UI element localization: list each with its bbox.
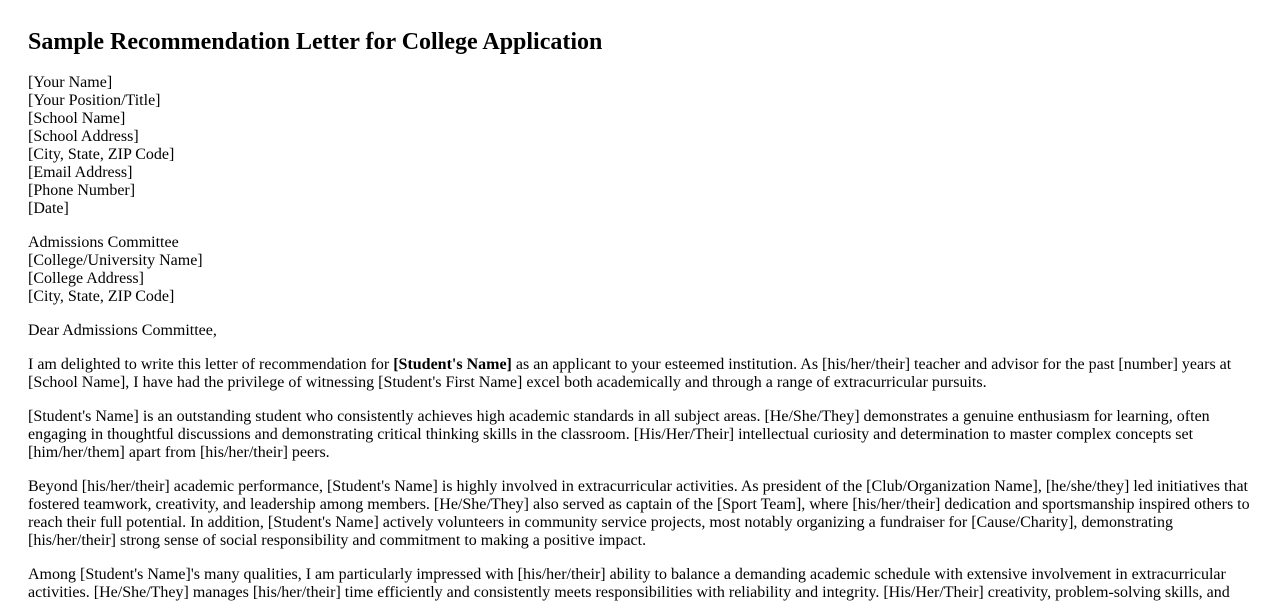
recipient-address-line: Admissions Committee xyxy=(28,234,179,251)
document-title: Sample Recommendation Letter for College Application xyxy=(28,29,603,55)
sender-address-line: [Your Position/Title] xyxy=(28,92,161,109)
recipient-address-line: [City, State, ZIP Code] xyxy=(28,288,175,305)
recipient-address-line: [College Address] xyxy=(28,270,144,287)
recipient-address-line: [College/University Name] xyxy=(28,252,203,269)
paragraph-extracurricular: Beyond [his/her/their] academic performance, [Student's Name] is highly involved in extracurricular activities. As president of the [Club/Organization Name], [he/she/they] led initiatives that fostered teamwork, creativity, and leadership among members. [He/She/They] also served as captain of the [Sport Team], where [his/her/their] dedication and sportsmanship inspired others to reach their full potential. In addition, [Student's Name] actively volunteers in community service projects, most notably organizing a fundraiser for [Cause/Charity], demonstrating [his/her/their] strong sense of social responsibility and commitment to making a positive impact. xyxy=(28,478,1250,549)
sender-address-line: [School Name] xyxy=(28,110,126,127)
salutation: Dear Admissions Committee, xyxy=(28,322,217,339)
sender-address-block xyxy=(28,74,1250,218)
sender-address-line: [Your Name] xyxy=(28,74,113,91)
student-name-placeholder-bold: [Student's Name] xyxy=(393,356,512,373)
paragraph-intro-text-after: as an applicant to your esteemed institution. As [his/her/their] teacher and advisor for the past [number] years at [School Name], I have had the privilege of witnessing [Student's First Name] excel both academically and through a range of extracurricular pursuits. xyxy=(28,356,1232,391)
sender-address-line: [Phone Number] xyxy=(28,182,136,199)
sender-address-line: [Email Address] xyxy=(28,164,133,181)
sender-address-line: [School Address] xyxy=(28,128,139,145)
paragraph-academics: [Student's Name] is an outstanding student who consistently achieves high academic standards in all subject areas. [He/She/They] demonstrates a genuine enthusiasm for learning, often engaging in thoughtful discussions and demonstrating critical thinking skills in the classroom. [His/Her/Their] intellectual curiosity and determination to master complex concepts set [him/her/them] apart from [his/her/their] peers. xyxy=(28,408,1210,461)
paragraph-intro-text-before: I am delighted to write this letter of recommendation for xyxy=(28,356,394,373)
sender-address-line: [City, State, ZIP Code] xyxy=(28,146,175,163)
sender-address-line: [Date] xyxy=(28,200,69,217)
paragraph-intro xyxy=(28,356,1250,392)
paragraph-qualities: Among [Student's Name]'s many qualities, I am particularly impressed with [his/her/their] ability to balance a demanding academic schedule with extensive involvement in extracurricular activities. [He/She/They] manages [his/her/their] time efficiently and consistently meets responsibilities with reliability and integrity. [His/Her/Their] creativity, problem-solving skills, and xyxy=(28,566,1230,601)
recipient-address-block xyxy=(28,234,1250,306)
